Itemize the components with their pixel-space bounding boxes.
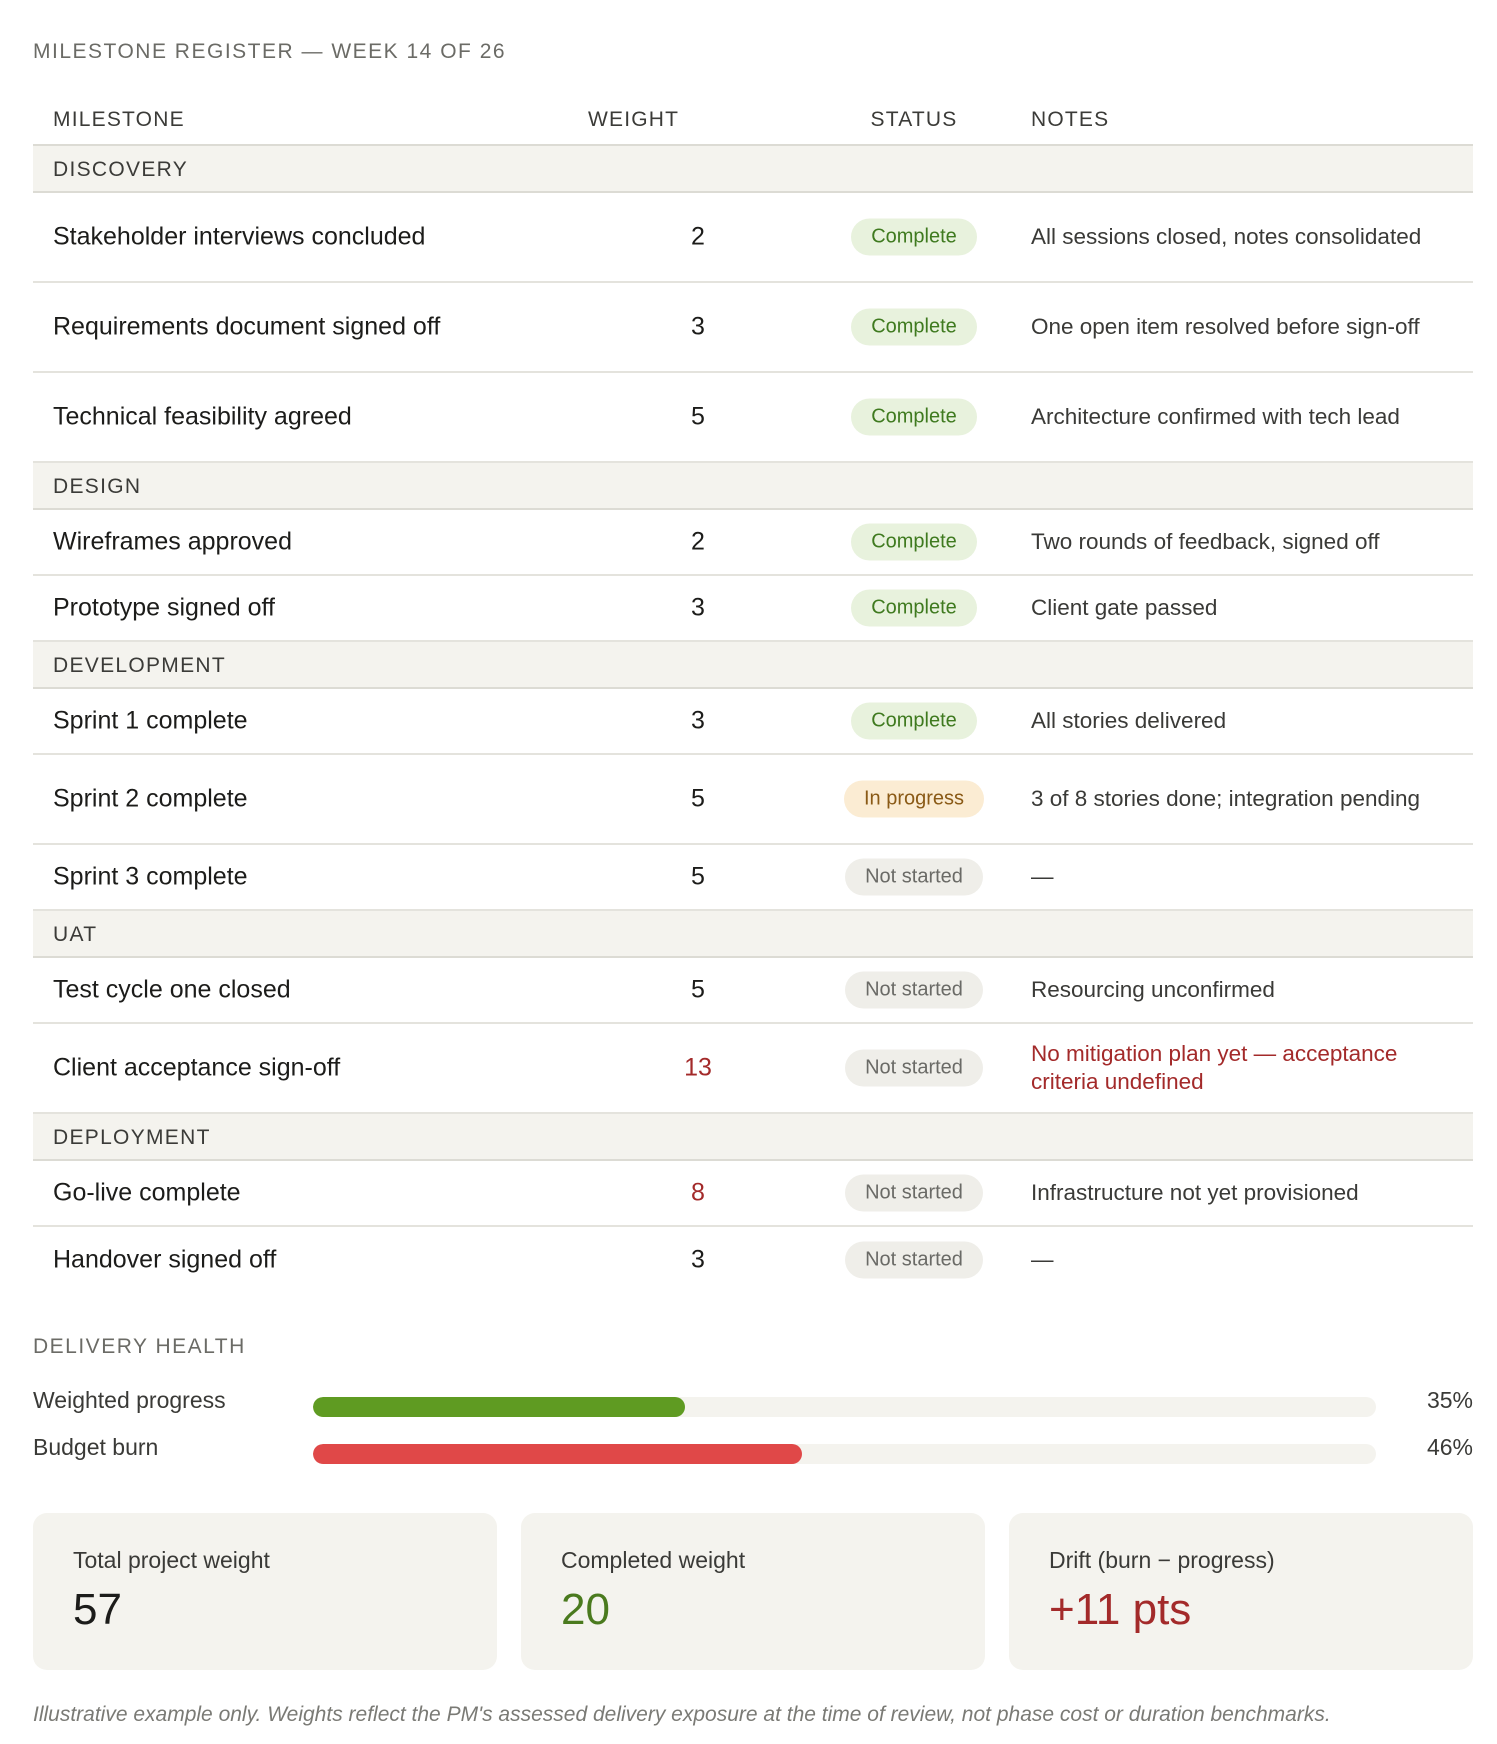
milestone-table [33,88,1473,1293]
milestone-weight: 3 [691,593,705,622]
milestone-name: Sprint 1 complete [53,706,248,735]
status-badge: In progress [844,781,984,818]
card-label: Total project weight [73,1547,270,1573]
status-badge: Complete [851,309,977,346]
delivery-health-title: DELIVERY HEALTH [33,1335,246,1358]
group-label: DISCOVERY [53,158,189,181]
footnote: Illustrative example only. Weights reflect the PM's assessed delivery exposure at the time of review, not phase cost or duration benchmarks. [33,1703,1331,1726]
milestone-name: Go-live complete [53,1178,241,1207]
status-badge: Not started [845,1242,983,1279]
milestone-name: Stakeholder interviews concluded [53,222,426,251]
status-badge: Complete [851,590,977,627]
milestone-notes: — [1031,864,1054,889]
budget-burn-fill [313,1444,802,1464]
group-header-discovery [33,146,1473,193]
milestone-weight: 3 [691,1245,705,1274]
milestone-weight: 13 [684,1053,712,1082]
column-header-status: STATUS [870,108,958,131]
milestone-weight: 5 [691,402,705,431]
group-header-deployment [33,1114,1473,1161]
card-value: +11 pts [1049,1585,1192,1634]
group-header-development [33,642,1473,689]
table-row [33,1227,1473,1293]
milestone-name: Prototype signed off [53,593,275,622]
milestone-weight: 2 [691,527,705,556]
table-row [33,193,1473,283]
drift-card [1009,1513,1473,1670]
budget-burn-bar [33,1434,1473,1464]
table-row [33,755,1473,845]
status-badge: Not started [845,1175,983,1212]
table-row [33,1024,1473,1114]
group-label: DEVELOPMENT [53,654,226,677]
group-header-uat [33,911,1473,958]
milestone-name: Test cycle one closed [53,975,291,1004]
card-label: Drift (burn − progress) [1049,1547,1275,1573]
status-badge: Complete [851,524,977,561]
card-value: 57 [73,1585,122,1634]
milestone-notes: No mitigation plan yet — acceptance criteria undefined [1031,1041,1398,1094]
status-badge: Complete [851,703,977,740]
column-header-milestone: MILESTONE [53,108,185,131]
group-label: UAT [53,923,98,946]
group-label: DEPLOYMENT [53,1126,211,1149]
group-label: DESIGN [53,475,142,498]
table-row [33,283,1473,373]
card-value: 20 [561,1585,610,1634]
table-row [33,845,1473,911]
completed-weight-card [521,1513,985,1670]
register-title: MILESTONE REGISTER — WEEK 14 OF 26 [33,40,507,63]
status-badge: Not started [845,859,983,896]
budget-burn-label: Budget burn [33,1434,159,1460]
milestone-name: Technical feasibility agreed [53,402,352,431]
column-header-notes: NOTES [1031,108,1110,131]
status-badge: Complete [851,399,977,436]
milestone-notes: All stories delivered [1031,708,1227,733]
milestone-weight: 2 [691,222,705,251]
milestone-weight: 8 [691,1178,705,1207]
milestone-name: Client acceptance sign-off [53,1053,341,1082]
budget-burn-track [313,1444,1376,1464]
table-header [33,88,1473,146]
milestone-notes: Two rounds of feedback, signed off [1031,529,1380,554]
weighted-progress-bar [33,1387,1473,1417]
table-row [33,689,1473,755]
milestone-weight: 5 [691,975,705,1004]
table-row [33,958,1473,1024]
weighted-progress-value: 35% [1426,1387,1473,1413]
group-header-design [33,463,1473,510]
table-row [33,510,1473,576]
total-weight-card [33,1513,497,1670]
milestone-weight: 5 [691,784,705,813]
milestone-notes: Resourcing unconfirmed [1031,977,1275,1002]
milestone-notes: — [1031,1247,1054,1272]
milestone-name: Sprint 3 complete [53,862,248,891]
weighted-progress-track [313,1397,1376,1417]
milestone-notes: Client gate passed [1031,595,1218,620]
weighted-progress-label: Weighted progress [33,1387,226,1413]
milestone-notes: Infrastructure not yet provisioned [1031,1180,1359,1205]
weighted-progress-fill [313,1397,685,1417]
milestone-name: Wireframes approved [53,527,292,556]
milestone-weight: 3 [691,706,705,735]
milestone-weight: 3 [691,312,705,341]
milestone-name: Sprint 2 complete [53,784,248,813]
milestone-notes: One open item resolved before sign-off [1031,314,1420,339]
milestone-notes: 3 of 8 stories done; integration pending [1031,786,1421,811]
milestone-notes: Architecture confirmed with tech lead [1031,404,1400,429]
milestone-weight: 5 [691,862,705,891]
status-badge: Not started [845,1050,983,1087]
milestone-name: Handover signed off [53,1245,277,1274]
column-header-weight: WEIGHT [588,108,680,131]
milestone-name: Requirements document signed off [53,312,441,341]
milestone-notes: All sessions closed, notes consolidated [1031,224,1422,249]
status-badge: Complete [851,219,977,256]
status-badge: Not started [845,972,983,1009]
table-row [33,373,1473,463]
budget-burn-value: 46% [1426,1434,1473,1460]
table-row [33,1161,1473,1227]
card-label: Completed weight [561,1547,746,1573]
table-row [33,576,1473,642]
